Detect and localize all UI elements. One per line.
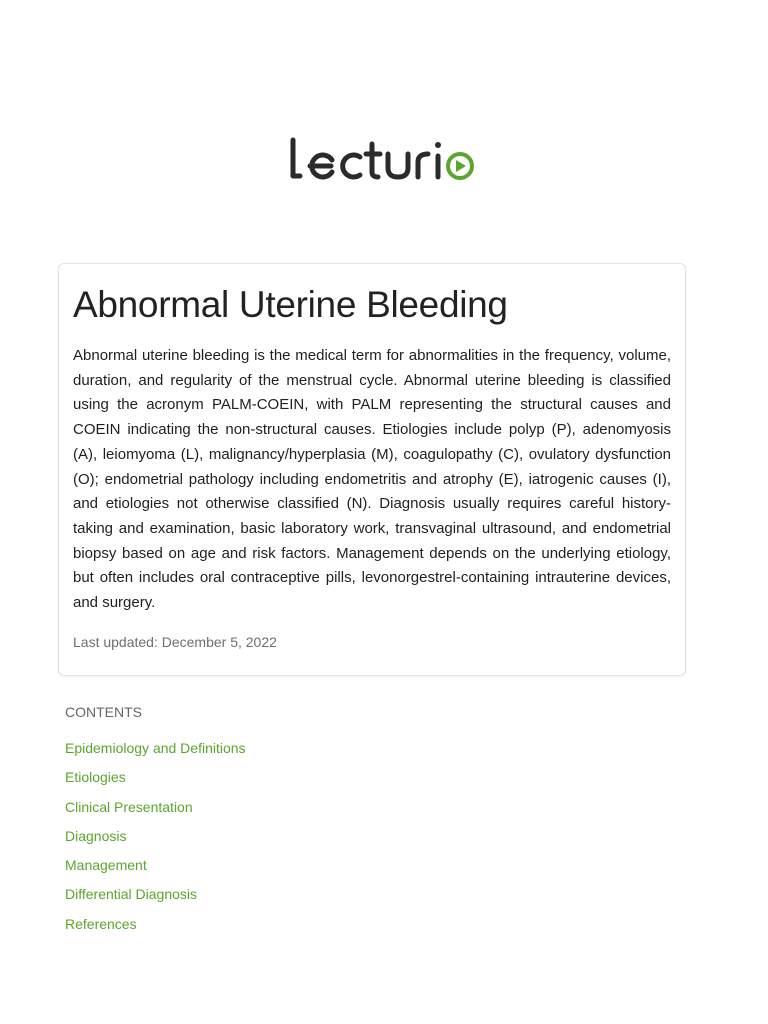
article-summary-card	[58, 263, 686, 676]
contents-item	[65, 884, 246, 913]
contents-item	[65, 855, 246, 884]
lecturio-logo-mark	[288, 132, 480, 188]
contents-link-epidemiology[interactable]: Epidemiology and Definitions	[65, 740, 246, 756]
contents-list	[65, 738, 246, 943]
contents-item	[65, 914, 246, 943]
contents-link-references[interactable]: References	[65, 915, 137, 932]
contents-item	[65, 826, 246, 855]
contents-link-clinical-presentation[interactable]: Clinical Presentation	[65, 798, 193, 815]
article-title: Abnormal Uterine Bleeding	[73, 284, 508, 325]
contents-link-differential-diagnosis[interactable]: Differential Diagnosis	[65, 886, 198, 903]
article-summary: Abnormal uterine bleeding is the medical term for abnormalities in the frequency, volume, duration, and regularity of the menstrual cycle. Abnormal uterine bleeding is classified using the acronym PALM-COEIN, with PALM representing the structural causes and COEIN indicating the non-structural causes. Etiologies include polyp (P), adenomyosis (A), leiomyoma (L), malignancy/hyperplasia (M), coagulopathy (C), ovulatory dysfunction (O); endometrial pathology including endometritis and atrophy (E), iatrogenic causes (I), and etiologies not otherwise classified (N). Diagnosis usually requires careful history-taking and examination, basic laboratory work, transvaginal ultrasound, and endometrial biopsy based on age and risk factors. Management depends on the underlying etiology, but often includes oral contraceptive pills, levonorgestrel-containing intrauterine devices, and surgery.	[73, 347, 671, 612]
play-icon	[448, 154, 472, 178]
contents-heading: CONTENTS	[65, 704, 142, 720]
lecturio-logo	[288, 132, 480, 188]
contents-link-diagnosis[interactable]: Diagnosis	[65, 827, 127, 844]
last-updated: Last updated: December 5, 2022	[73, 634, 277, 650]
contents-link-management[interactable]: Management	[65, 857, 147, 874]
contents-item	[65, 797, 246, 826]
contents-item	[65, 767, 246, 796]
contents-item	[65, 738, 246, 767]
contents-link-etiologies[interactable]: Etiologies	[65, 769, 126, 786]
